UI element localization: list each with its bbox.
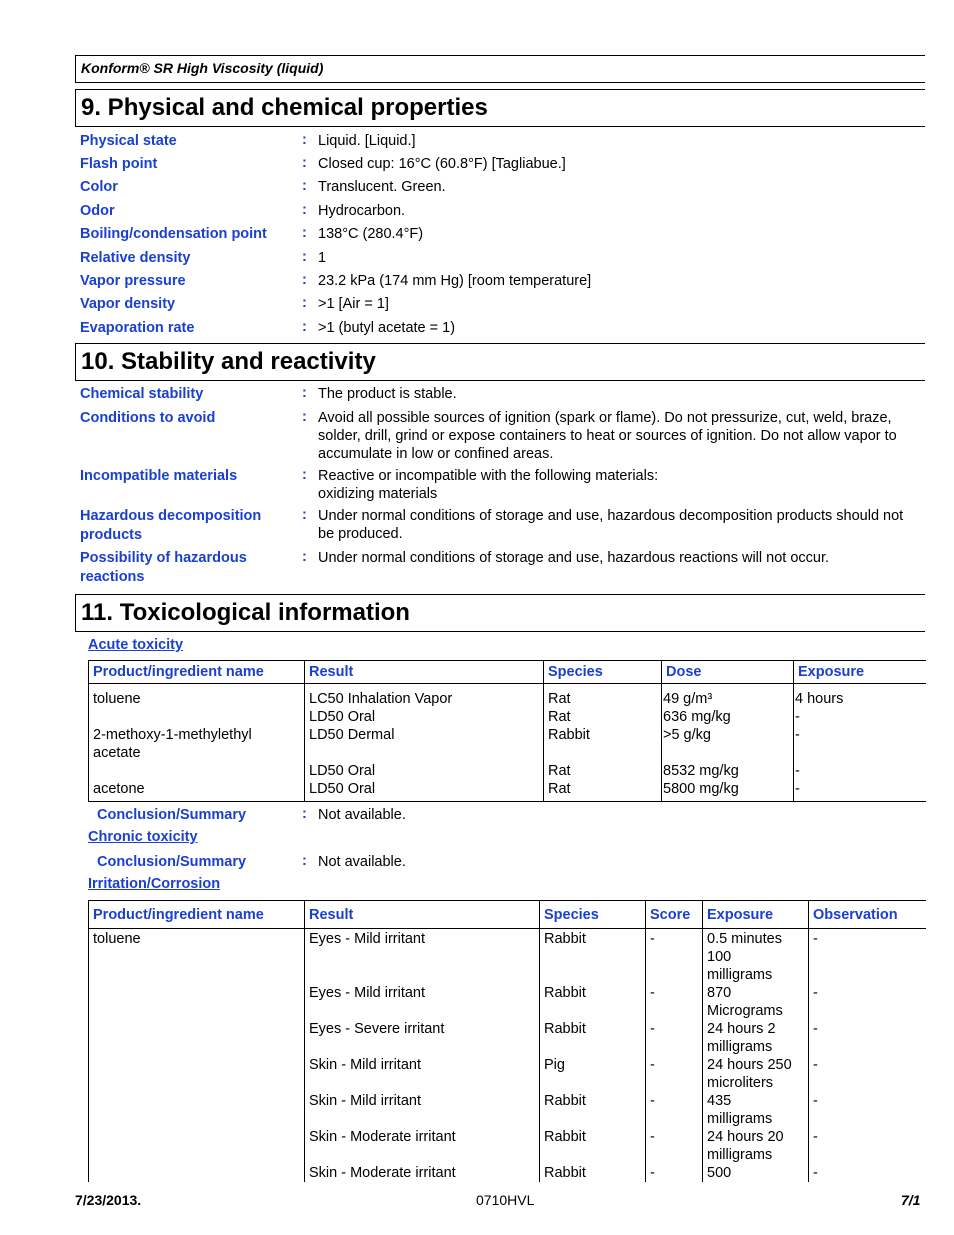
- physical-state-label: Physical state: [80, 133, 177, 149]
- species-cell: Rabbit: [540, 1128, 646, 1164]
- irritation-corrosion-heading: Irritation/Corrosion: [88, 876, 221, 892]
- species-cell: Rabbit: [540, 1092, 646, 1128]
- color-value: Translucent. Green.: [318, 179, 446, 195]
- chronic-conclusion-label: Conclusion/Summary: [97, 854, 247, 870]
- column-header: Exposure: [703, 901, 809, 929]
- exposure-cell: 24 hours 2 milligrams: [703, 1020, 809, 1056]
- physical-state-value: Liquid. [Liquid.]: [318, 133, 416, 149]
- acute-toxicity-heading: Acute toxicity: [88, 637, 184, 653]
- document-header: [75, 55, 925, 83]
- column-header: Result: [305, 901, 540, 929]
- vapor-density-label: Vapor density: [80, 296, 176, 312]
- section-title: 9. Physical and chemical properties: [81, 94, 488, 121]
- acute-conclusion-label: Conclusion/Summary: [97, 807, 247, 823]
- relative-density-value: 1: [318, 250, 327, 266]
- species-cell: Rabbit: [540, 929, 646, 985]
- result-cell: Skin - Moderate irritant: [305, 1164, 540, 1182]
- relative-density-label: Relative density: [80, 250, 191, 266]
- flash-point-label: Flash point: [80, 156, 158, 172]
- dose-cell: 49 g/m³ 636 mg/kg >5 g/kg 8532 mg/kg 5800 mg/kg: [662, 684, 794, 802]
- observation-cell: -: [809, 1092, 926, 1128]
- result-cell: Eyes - Severe irritant: [305, 1020, 540, 1056]
- exposure-cell: 24 hours 20 milligrams: [703, 1128, 809, 1164]
- column-header: Exposure: [794, 661, 926, 684]
- result-cell: Skin - Mild irritant: [305, 1092, 540, 1128]
- evaporation-rate-label: Evaporation rate: [80, 320, 195, 336]
- footer-code: 0710HVL: [476, 1192, 535, 1208]
- score-cell: -: [646, 1020, 703, 1056]
- score-cell: -: [646, 1092, 703, 1128]
- column-header: Dose: [662, 661, 794, 684]
- score-cell: -: [646, 1056, 703, 1092]
- conditions-to-avoid-label: Conditions to avoid: [80, 410, 216, 426]
- observation-cell: -: [809, 1056, 926, 1092]
- column-header: Species: [540, 901, 646, 929]
- exposure-cell: 24 hours 250 microliters: [703, 1056, 809, 1092]
- chronic-toxicity-heading: Chronic toxicity: [88, 829, 198, 845]
- hazardous-reactions-value: Under normal conditions of storage and use, hazardous reactions will not occur.: [318, 550, 830, 566]
- conditions-to-avoid-value: Avoid all possible sources of ignition (spark or flame). Do not pressurize, cut, weld, braze, solder, drill, grind or expose containers to heat or sources of ignition. Do not allow vapor to accumulate in low or confined areas.: [318, 410, 897, 462]
- result-cell: Eyes - Mild irritant: [305, 929, 540, 985]
- hazardous-reactions-label: Possibility of hazardous reactions: [80, 550, 247, 585]
- column-header: Product/ingredient name: [89, 661, 305, 684]
- section-10-header: [75, 343, 925, 381]
- odor-label: Odor: [80, 203, 115, 219]
- observation-cell: -: [809, 929, 926, 985]
- vapor-density-value: >1 [Air = 1]: [318, 296, 389, 312]
- hazardous-decomposition-value: Under normal conditions of storage and use, hazardous decomposition products should not be produced.: [318, 508, 904, 542]
- score-cell: -: [646, 1128, 703, 1164]
- section-title: 10. Stability and reactivity: [81, 348, 376, 375]
- hazardous-decomposition-label: Hazardous decomposition products: [80, 508, 262, 543]
- boiling-point-value: 138°C (280.4°F): [318, 226, 424, 242]
- table-row: [89, 684, 926, 802]
- species-cell: Rabbit: [540, 984, 646, 1020]
- incompatible-materials-label: Incompatible materials: [80, 468, 238, 484]
- table-header-row: [89, 661, 926, 684]
- observation-cell: -: [809, 1164, 926, 1182]
- incompatible-materials-value: Reactive or incompatible with the following materials: oxidizing materials: [318, 468, 659, 502]
- exposure-cell: 500: [703, 1164, 809, 1182]
- observation-cell: -: [809, 984, 926, 1020]
- species-cell: Rat Rat Rabbit Rat Rat: [544, 684, 662, 802]
- chemical-stability-value: The product is stable.: [318, 386, 457, 402]
- chronic-conclusion-value: Not available.: [318, 854, 406, 870]
- result-cell: Skin - Mild irritant: [305, 1056, 540, 1092]
- exposure-cell: 0.5 minutes 100 milligrams: [703, 929, 809, 985]
- result-cell: Skin - Moderate irritant: [305, 1128, 540, 1164]
- acute-conclusion-value: Not available.: [318, 807, 406, 823]
- exposure-cell: 435 milligrams: [703, 1092, 809, 1128]
- score-cell: -: [646, 929, 703, 985]
- result-cell: Eyes - Mild irritant: [305, 984, 540, 1020]
- observation-cell: -: [809, 1020, 926, 1056]
- species-cell: Rabbit: [540, 1164, 646, 1182]
- irritation-table: [88, 900, 926, 1182]
- score-cell: -: [646, 984, 703, 1020]
- chemical-stability-label: Chemical stability: [80, 386, 204, 402]
- vapor-pressure-label: Vapor pressure: [80, 273, 186, 289]
- ingredient-cell: toluene 2-methoxy-1-methylethyl acetate acetone: [89, 684, 305, 802]
- exposure-cell: 4 hours - - - -: [794, 684, 926, 802]
- section-title: 11. Toxicological information: [81, 599, 410, 626]
- footer-page: 7/1: [901, 1192, 921, 1208]
- evaporation-rate-value: >1 (butyl acetate = 1): [318, 320, 456, 336]
- species-cell: Rabbit: [540, 1020, 646, 1056]
- section-11-header: [75, 594, 925, 632]
- boiling-point-label: Boiling/condensation point: [80, 226, 267, 242]
- observation-cell: -: [809, 1128, 926, 1164]
- column-header: Product/ingredient name: [89, 901, 305, 929]
- score-cell: -: [646, 1164, 703, 1182]
- acute-toxicity-table: [88, 660, 926, 802]
- column-header: Species: [544, 661, 662, 684]
- exposure-cell: 870 Micrograms: [703, 984, 809, 1020]
- color-label: Color: [80, 179, 118, 195]
- species-cell: Pig: [540, 1056, 646, 1092]
- result-cell: LC50 Inhalation Vapor LD50 Oral LD50 Dermal LD50 Oral LD50 Oral: [305, 684, 544, 802]
- column-header: Result: [305, 661, 544, 684]
- section-9-header: [75, 89, 925, 127]
- vapor-pressure-value: 23.2 kPa (174 mm Hg) [room temperature]: [318, 273, 592, 289]
- column-header: Observation: [809, 901, 926, 929]
- product-name: Konform® SR High Viscosity (liquid): [81, 60, 324, 76]
- column-header: Score: [646, 901, 703, 929]
- ingredient-cell: toluene: [89, 929, 305, 1183]
- footer-date: 7/23/2013.: [75, 1192, 142, 1208]
- odor-value: Hydrocarbon.: [318, 203, 406, 219]
- flash-point-value: Closed cup: 16°C (60.8°F) [Tagliabue.]: [318, 156, 566, 172]
- table-row: [89, 929, 926, 985]
- table-header-row: [89, 901, 926, 929]
